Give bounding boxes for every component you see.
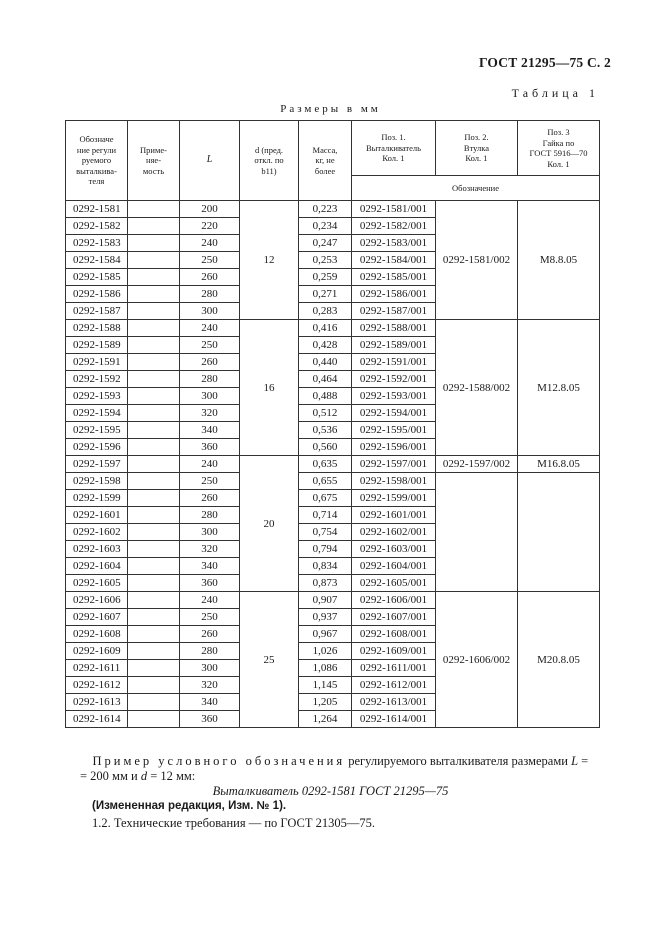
cell-applicability xyxy=(128,201,180,218)
cell-pos1: 0292-1603/001 xyxy=(352,541,436,558)
revision-note: (Измененная редакция, Изм. № 1). xyxy=(92,800,287,812)
h-applicability-line-2: мость xyxy=(142,165,165,176)
h-d-line-1: откл. по xyxy=(254,155,284,166)
cell-L: 260 xyxy=(180,490,240,507)
cell-pos1: 0292-1588/001 xyxy=(352,320,436,337)
cell-pos1: 0292-1605/001 xyxy=(352,575,436,592)
cell-pos1: 0292-1586/001 xyxy=(352,286,436,303)
table-row xyxy=(66,201,600,218)
cell-applicability xyxy=(128,371,180,388)
example-L-symbol: L xyxy=(571,754,579,768)
cell-pos1: 0292-1606/001 xyxy=(352,592,436,609)
cell-applicability xyxy=(128,456,180,473)
h-mass-line-0: Масса, xyxy=(312,144,338,155)
cell-designation: 0292-1599 xyxy=(66,490,128,507)
cell-pos1: 0292-1607/001 xyxy=(352,609,436,626)
cell-mass: 0,754 xyxy=(299,524,352,541)
cell-L: 240 xyxy=(180,456,240,473)
cell-designation: 0292-1602 xyxy=(66,524,128,541)
cell-pos1: 0292-1613/001 xyxy=(352,694,436,711)
cell-pos3: М20.8.05 xyxy=(518,592,600,728)
cell-mass: 0,834 xyxy=(299,558,352,575)
cell-pos2: 0292-1597/002 xyxy=(436,456,518,473)
cell-pos1: 0292-1587/001 xyxy=(352,303,436,320)
cell-L: 360 xyxy=(180,711,240,728)
cell-L: 320 xyxy=(180,541,240,558)
cell-mass: 0,675 xyxy=(299,490,352,507)
cell-pos2: 0292-1588/002 xyxy=(436,320,518,456)
h-pos1-line-0: Поз. 1. xyxy=(381,132,406,143)
cell-L: 340 xyxy=(180,694,240,711)
cell-d: 25 xyxy=(240,592,299,728)
cell-applicability xyxy=(128,439,180,456)
cell-L: 250 xyxy=(180,609,240,626)
h-designation-line-4: теля xyxy=(88,176,105,187)
cell-L: 260 xyxy=(180,626,240,643)
col-header-mass xyxy=(299,121,352,201)
cell-L: 260 xyxy=(180,354,240,371)
cell-mass: 0,560 xyxy=(299,439,352,456)
cell-mass: 0,794 xyxy=(299,541,352,558)
cell-designation: 0292-1581 xyxy=(66,201,128,218)
cell-mass: 0,907 xyxy=(299,592,352,609)
cell-pos1: 0292-1596/001 xyxy=(352,439,436,456)
cell-applicability xyxy=(128,405,180,422)
cell-designation: 0292-1613 xyxy=(66,694,128,711)
h-designation-line-2: руемого xyxy=(81,155,112,166)
requirements-paragraph: 1.2. Технические требования — по ГОСТ 21305—75. xyxy=(92,816,375,830)
cell-pos1: 0292-1593/001 xyxy=(352,388,436,405)
cell-applicability xyxy=(128,558,180,575)
cell-L: 340 xyxy=(180,558,240,575)
dimensions-table xyxy=(65,120,600,728)
cell-pos1: 0292-1611/001 xyxy=(352,660,436,677)
cell-mass: 0,253 xyxy=(299,252,352,269)
example-lead: Пример условного обозначения xyxy=(92,754,346,768)
cell-pos3-empty xyxy=(518,473,600,592)
cell-pos2-empty xyxy=(436,473,518,592)
cell-mass: 0,536 xyxy=(299,422,352,439)
cell-applicability xyxy=(128,388,180,405)
cell-designation: 0292-1607 xyxy=(66,609,128,626)
cell-pos1: 0292-1595/001 xyxy=(352,422,436,439)
h-pos3-line-2: ГОСТ 5916—70 xyxy=(529,148,588,158)
cell-designation: 0292-1592 xyxy=(66,371,128,388)
cell-pos1: 0292-1583/001 xyxy=(352,235,436,252)
table-label: Таблица 1 xyxy=(511,86,599,100)
cell-L: 250 xyxy=(180,473,240,490)
cell-pos1: 0292-1581/001 xyxy=(352,201,436,218)
cell-applicability xyxy=(128,541,180,558)
cell-L: 300 xyxy=(180,524,240,541)
cell-applicability xyxy=(128,286,180,303)
h-pos2-line-2: Кол. 1 xyxy=(465,153,488,164)
example-text-1: регулируемого выталкивателя размерами xyxy=(345,754,572,768)
cell-mass: 0,416 xyxy=(299,320,352,337)
col-header-L: L xyxy=(180,121,240,201)
example-d-symbol: d xyxy=(140,769,148,783)
cell-applicability xyxy=(128,677,180,694)
h-applicability-line-1: няе- xyxy=(145,155,162,166)
cell-mass: 1,086 xyxy=(299,660,352,677)
cell-applicability xyxy=(128,575,180,592)
cell-applicability xyxy=(128,269,180,286)
cell-pos1: 0292-1612/001 xyxy=(352,677,436,694)
example-text-3: = 200 мм и xyxy=(80,769,141,783)
col-header-applicability xyxy=(128,121,180,201)
cell-pos1: 0292-1598/001 xyxy=(352,473,436,490)
cell-designation: 0292-1604 xyxy=(66,558,128,575)
col-header-pos3 xyxy=(518,121,600,176)
cell-designation: 0292-1583 xyxy=(66,235,128,252)
cell-applicability xyxy=(128,524,180,541)
cell-mass: 0,464 xyxy=(299,371,352,388)
cell-designation: 0292-1603 xyxy=(66,541,128,558)
cell-pos1: 0292-1591/001 xyxy=(352,354,436,371)
cell-designation: 0292-1601 xyxy=(66,507,128,524)
h-pos2-line-1: Втулка xyxy=(463,142,490,153)
cell-designation: 0292-1584 xyxy=(66,252,128,269)
cell-designation: 0292-1587 xyxy=(66,303,128,320)
cell-pos2: 0292-1606/002 xyxy=(436,592,518,728)
cell-mass: 0,512 xyxy=(299,405,352,422)
cell-pos1: 0292-1594/001 xyxy=(352,405,436,422)
h-mass-line-1: кг, не xyxy=(315,155,335,166)
cell-applicability xyxy=(128,303,180,320)
cell-designation: 0292-1596 xyxy=(66,439,128,456)
cell-pos3: М16.8.05 xyxy=(518,456,600,473)
h-d-line-2: b11) xyxy=(261,165,277,176)
cell-mass: 0,223 xyxy=(299,201,352,218)
col-subheader-designation: Обозначение xyxy=(352,176,600,201)
cell-pos1: 0292-1601/001 xyxy=(352,507,436,524)
cell-designation: 0292-1589 xyxy=(66,337,128,354)
cell-L: 250 xyxy=(180,337,240,354)
h-d-line-0: d (пред. xyxy=(254,144,284,155)
cell-pos3: М12.8.05 xyxy=(518,320,600,456)
cell-mass: 0,873 xyxy=(299,575,352,592)
cell-L: 320 xyxy=(180,677,240,694)
cell-applicability xyxy=(128,643,180,660)
cell-pos1: 0292-1614/001 xyxy=(352,711,436,728)
h-pos3-line-3: Кол. 1 xyxy=(547,158,570,169)
cell-applicability xyxy=(128,354,180,371)
cell-L: 260 xyxy=(180,269,240,286)
cell-mass: 0,247 xyxy=(299,235,352,252)
cell-mass: 0,714 xyxy=(299,507,352,524)
h-designation-line-1: ние регули xyxy=(76,144,117,155)
cell-L: 320 xyxy=(180,405,240,422)
cell-mass: 0,234 xyxy=(299,218,352,235)
h-applicability-line-0: Приме- xyxy=(140,144,167,155)
cell-designation: 0292-1597 xyxy=(66,456,128,473)
cell-pos1: 0292-1609/001 xyxy=(352,643,436,660)
cell-pos1: 0292-1599/001 xyxy=(352,490,436,507)
cell-d: 12 xyxy=(240,201,299,320)
cell-designation: 0292-1612 xyxy=(66,677,128,694)
cell-designation: 0292-1591 xyxy=(66,354,128,371)
cell-designation: 0292-1595 xyxy=(66,422,128,439)
cell-pos1: 0292-1602/001 xyxy=(352,524,436,541)
cell-pos1: 0292-1582/001 xyxy=(352,218,436,235)
sizes-label: Размеры в мм xyxy=(280,103,381,115)
cell-L: 300 xyxy=(180,388,240,405)
cell-L: 250 xyxy=(180,252,240,269)
cell-pos1: 0292-1597/001 xyxy=(352,456,436,473)
col-header-pos2 xyxy=(436,121,518,176)
cell-designation: 0292-1611 xyxy=(66,660,128,677)
h-designation-line-0: Обозначе xyxy=(79,134,114,145)
cell-mass: 0,937 xyxy=(299,609,352,626)
cell-applicability xyxy=(128,337,180,354)
cell-designation: 0292-1605 xyxy=(66,575,128,592)
cell-designation: 0292-1594 xyxy=(66,405,128,422)
cell-L: 340 xyxy=(180,422,240,439)
cell-designation: 0292-1586 xyxy=(66,286,128,303)
cell-L: 280 xyxy=(180,371,240,388)
cell-L: 240 xyxy=(180,235,240,252)
cell-applicability xyxy=(128,490,180,507)
cell-applicability xyxy=(128,711,180,728)
cell-applicability xyxy=(128,473,180,490)
cell-mass: 0,655 xyxy=(299,473,352,490)
cell-mass: 1,145 xyxy=(299,677,352,694)
cell-mass: 1,205 xyxy=(299,694,352,711)
col-header-designation xyxy=(66,121,128,201)
col-header-pos1 xyxy=(352,121,436,176)
cell-applicability xyxy=(128,235,180,252)
cell-mass: 0,440 xyxy=(299,354,352,371)
table-row xyxy=(66,456,600,473)
cell-d: 16 xyxy=(240,320,299,456)
cell-designation: 0292-1608 xyxy=(66,626,128,643)
h-designation-line-3: выталкива- xyxy=(76,165,117,176)
cell-L: 240 xyxy=(180,320,240,337)
h-pos1-line-1: Выталкиватель xyxy=(365,142,422,153)
cell-pos2: 0292-1581/002 xyxy=(436,201,518,320)
example-designation: Выталкиватель 0292-1581 ГОСТ 21295—75 xyxy=(212,784,449,798)
cell-pos1: 0292-1585/001 xyxy=(352,269,436,286)
cell-pos1: 0292-1608/001 xyxy=(352,626,436,643)
cell-pos1: 0292-1584/001 xyxy=(352,252,436,269)
cell-mass: 1,026 xyxy=(299,643,352,660)
h-pos1-line-2: Кол. 1 xyxy=(382,153,405,164)
cell-L: 360 xyxy=(180,439,240,456)
cell-applicability xyxy=(128,626,180,643)
cell-designation: 0292-1614 xyxy=(66,711,128,728)
cell-L: 240 xyxy=(180,592,240,609)
cell-L: 360 xyxy=(180,575,240,592)
cell-mass: 0,283 xyxy=(299,303,352,320)
table-row xyxy=(66,320,600,337)
cell-applicability xyxy=(128,660,180,677)
cell-L: 280 xyxy=(180,507,240,524)
example-text-4: = 12 мм: xyxy=(147,769,196,783)
cell-applicability xyxy=(128,320,180,337)
cell-applicability xyxy=(128,694,180,711)
cell-L: 280 xyxy=(180,286,240,303)
h-pos3-line-1: Гайка по xyxy=(542,137,575,148)
cell-mass: 0,635 xyxy=(299,456,352,473)
cell-applicability xyxy=(128,592,180,609)
table-row xyxy=(66,592,600,609)
cell-L: 220 xyxy=(180,218,240,235)
cell-mass: 1,264 xyxy=(299,711,352,728)
cell-designation: 0292-1609 xyxy=(66,643,128,660)
cell-designation: 0292-1582 xyxy=(66,218,128,235)
cell-d: 20 xyxy=(240,456,299,592)
table-row xyxy=(66,473,600,490)
cell-applicability xyxy=(128,252,180,269)
col-header-d xyxy=(240,121,299,201)
cell-L: 300 xyxy=(180,303,240,320)
cell-L: 200 xyxy=(180,201,240,218)
cell-mass: 0,271 xyxy=(299,286,352,303)
example-paragraph xyxy=(80,754,605,784)
example-text-2: = xyxy=(578,754,589,768)
cell-applicability xyxy=(128,507,180,524)
cell-designation: 0292-1585 xyxy=(66,269,128,286)
h-pos2-line-0: Поз. 2. xyxy=(464,132,489,143)
cell-designation: 0292-1598 xyxy=(66,473,128,490)
cell-applicability xyxy=(128,218,180,235)
cell-pos1: 0292-1589/001 xyxy=(352,337,436,354)
cell-mass: 0,488 xyxy=(299,388,352,405)
cell-pos3: М8.8.05 xyxy=(518,201,600,320)
page-header-ref: ГОСТ 21295—75 С. 2 xyxy=(478,55,611,70)
cell-designation: 0292-1593 xyxy=(66,388,128,405)
cell-pos1: 0292-1604/001 xyxy=(352,558,436,575)
cell-applicability xyxy=(128,609,180,626)
h-mass-line-2: более xyxy=(314,165,336,176)
cell-mass: 0,967 xyxy=(299,626,352,643)
cell-L: 300 xyxy=(180,660,240,677)
cell-pos1: 0292-1592/001 xyxy=(352,371,436,388)
cell-mass: 0,259 xyxy=(299,269,352,286)
cell-designation: 0292-1606 xyxy=(66,592,128,609)
cell-applicability xyxy=(128,422,180,439)
cell-L: 280 xyxy=(180,643,240,660)
cell-mass: 0,428 xyxy=(299,337,352,354)
h-pos3-line-0: Поз. 3 xyxy=(547,127,570,137)
cell-designation: 0292-1588 xyxy=(66,320,128,337)
